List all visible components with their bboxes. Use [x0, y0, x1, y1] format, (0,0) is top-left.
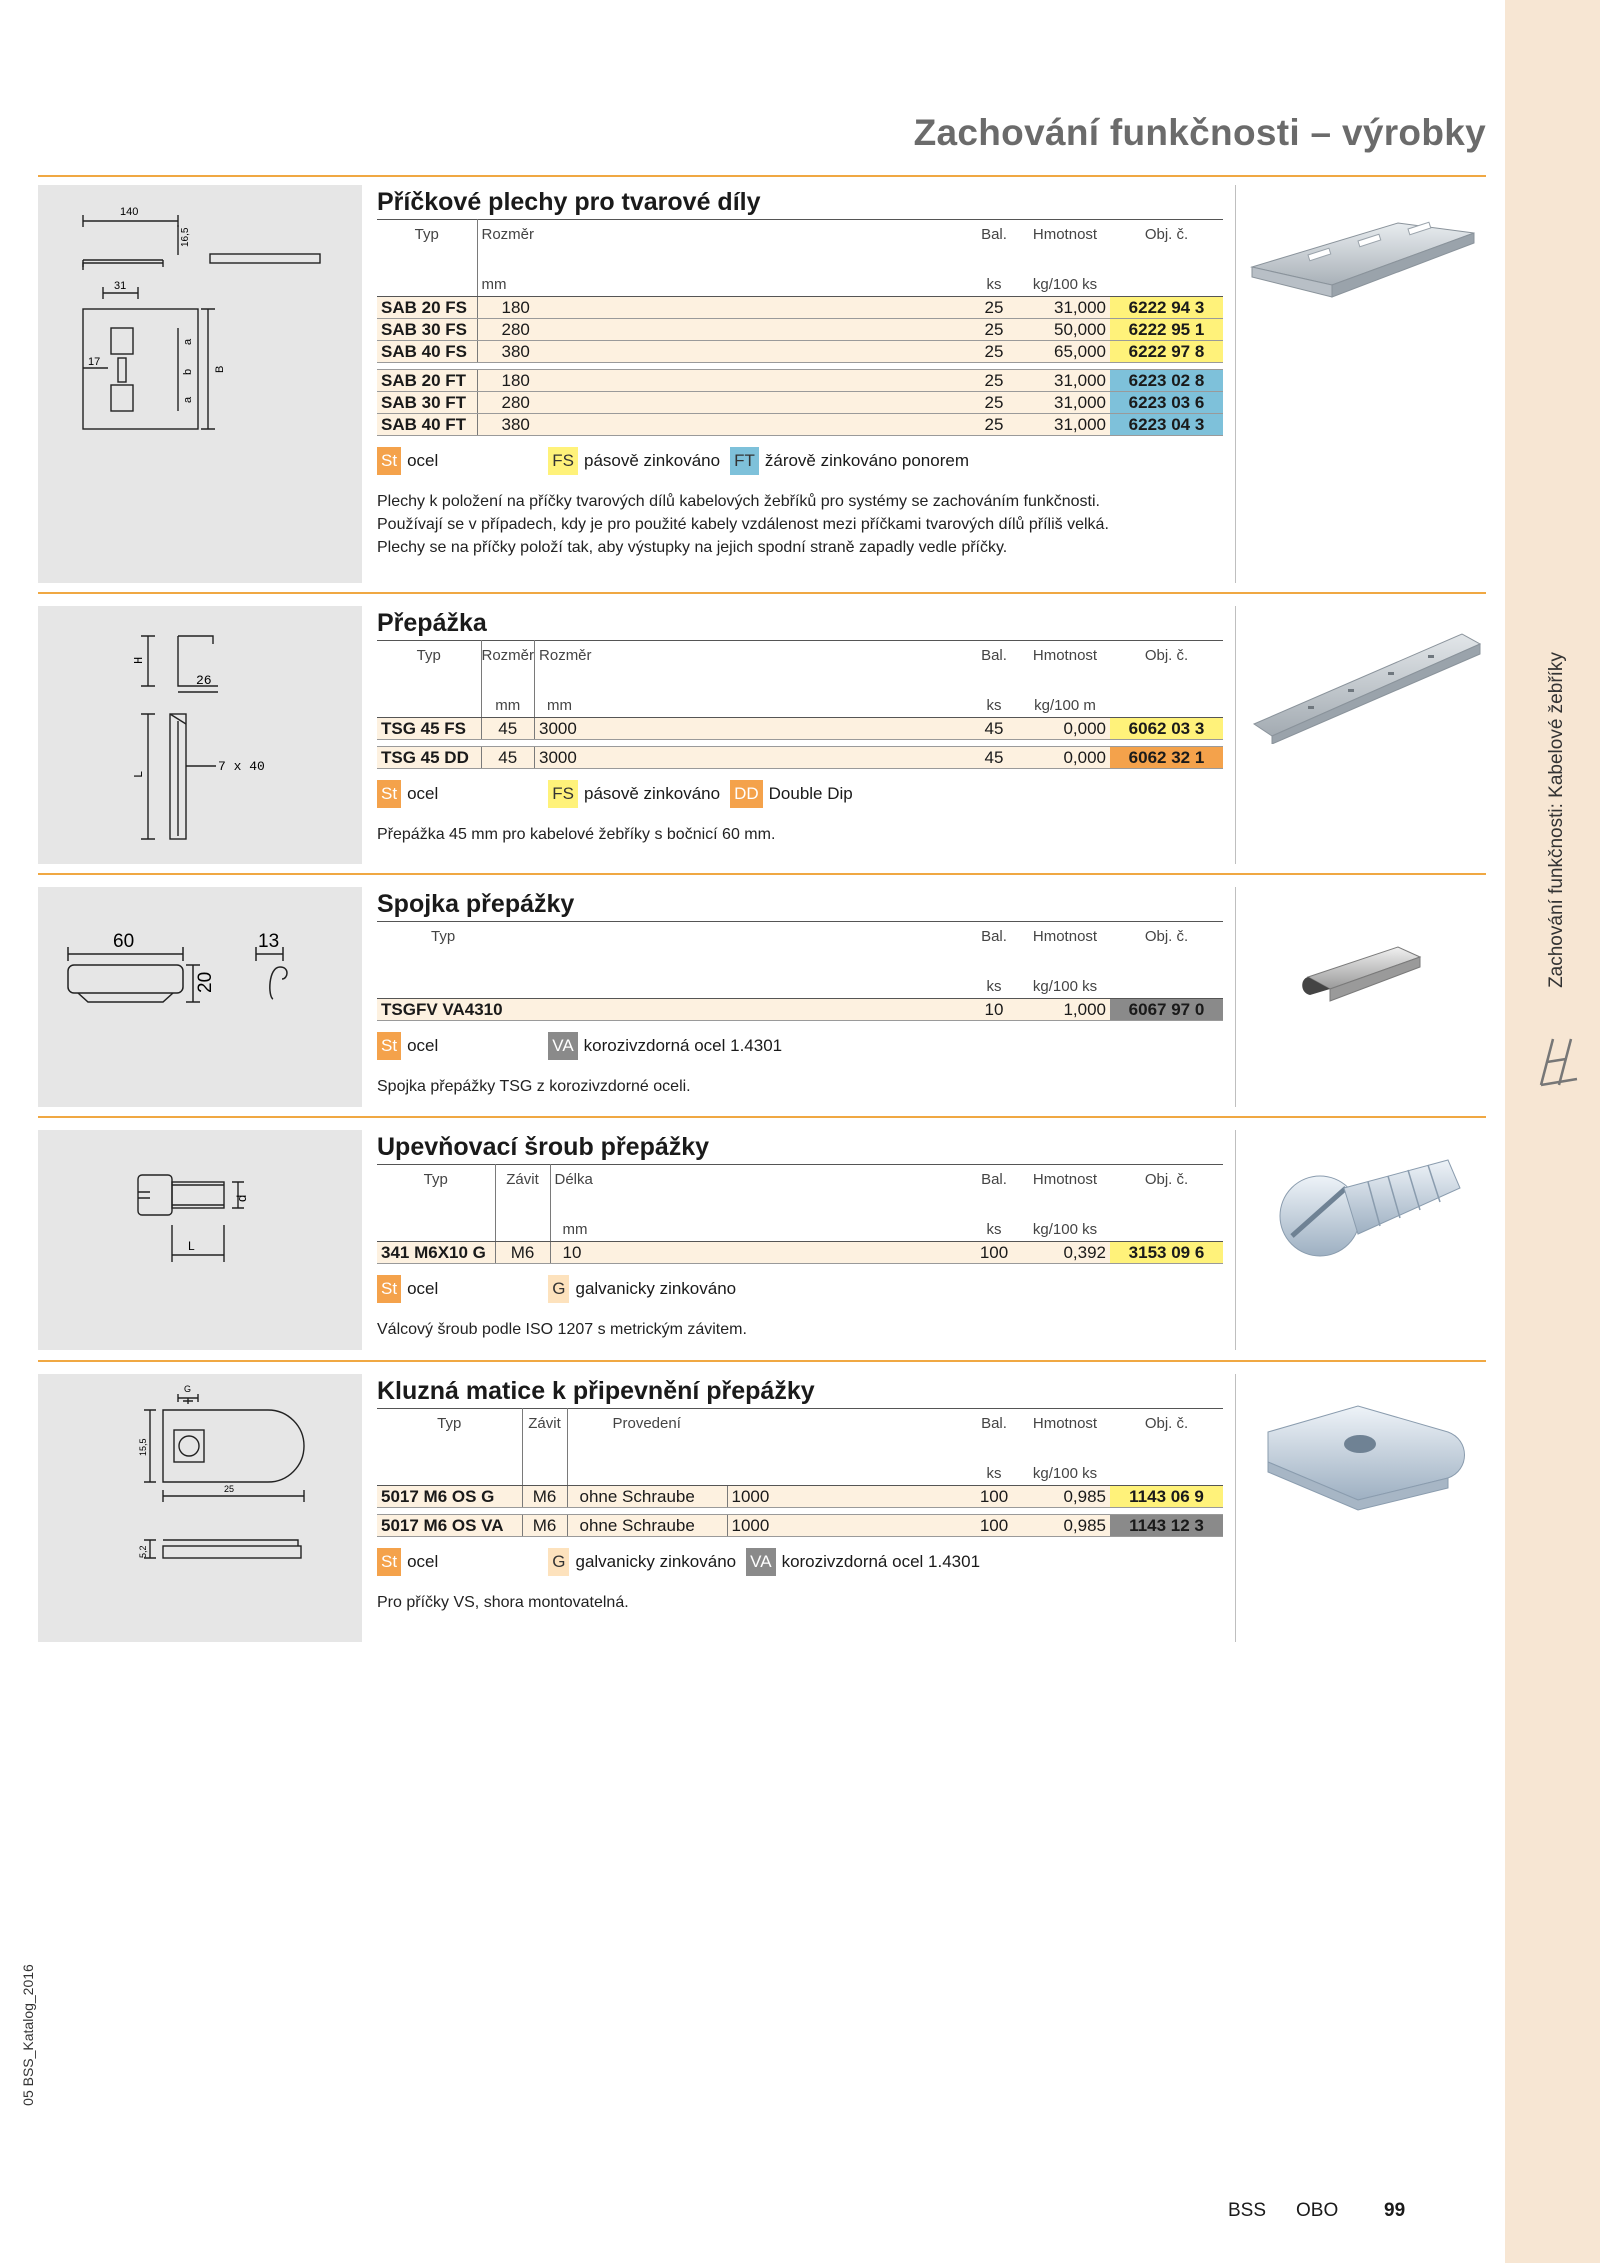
cell-extra: 1000 — [727, 1515, 968, 1537]
cell-order-number: 6062 32 1 — [1110, 747, 1223, 769]
col-obj: Obj. č. — [1110, 1409, 1223, 1460]
description-line: Plechy k položení na příčky tvarových dílů kabelových žebříků pro systémy se zachováním funkčnosti. — [377, 493, 1100, 510]
unit-bal: ks — [968, 271, 1020, 297]
product-table — [377, 640, 1223, 769]
material-legend — [377, 446, 1223, 476]
col-hmotnost: Hmotnost — [1020, 922, 1110, 973]
col-typ: Typ — [377, 1409, 522, 1460]
table-row — [377, 747, 1223, 769]
col-typ: Typ — [377, 641, 481, 692]
cell-typ: 341 M6X10 G — [377, 1242, 495, 1264]
section-heading: Upevňovací šroub přepážky — [377, 1133, 710, 1161]
tag-va: VA — [548, 1032, 577, 1060]
cell-order-number: 3153 09 6 — [1110, 1242, 1223, 1264]
description-line: Plechy se na příčky položí tak, aby výstupky na jejich spodní straně zapadly vedle příčky. — [377, 539, 1008, 556]
description — [377, 490, 1223, 559]
cell-rozmer1: 45 — [481, 747, 535, 769]
product-photo-sab — [1248, 205, 1484, 315]
legend-fs-text: pásově zinkováno — [583, 451, 721, 470]
legend-g-text: galvanicky zinkováno — [575, 1552, 737, 1571]
cell-rozmer: 380 — [477, 414, 968, 436]
tsgfv-drawing-svg — [38, 887, 362, 1107]
legend-va-text: korozivzdorná ocel 1.4301 — [781, 1552, 981, 1571]
unit-bal: ks — [968, 1216, 1020, 1242]
screw-drawing-svg — [38, 1130, 362, 1350]
col-bal: Bal. — [968, 922, 1020, 973]
product-photo-screw — [1248, 1148, 1484, 1268]
product-photo-tsg — [1248, 624, 1484, 744]
photo-divider — [1235, 1130, 1236, 1350]
technical-drawing — [38, 185, 362, 583]
cell-bal: 100 — [968, 1242, 1020, 1264]
cell-typ: SAB 30 FT — [377, 392, 477, 414]
tag-g: G — [548, 1548, 569, 1576]
side-section-title: Zachování funkčnosti: Kabelové žebříky — [1546, 652, 1567, 988]
legend-ft-text: žárově zinkováno ponorem — [764, 451, 969, 470]
cell-bal: 100 — [968, 1486, 1020, 1508]
cell-bal: 25 — [968, 392, 1020, 414]
title-rule — [38, 175, 1486, 177]
tag-st: St — [377, 447, 401, 475]
cell-bal: 25 — [968, 319, 1020, 341]
dim-L: L — [188, 1239, 195, 1253]
cell-rozmer2: 3000 — [535, 718, 968, 740]
dim-a-bottom: a — [182, 396, 194, 403]
cell-typ: TSGFV VA4310 — [377, 999, 968, 1021]
col-typ: Typ — [377, 1165, 495, 1216]
cell-rozmer1: 45 — [481, 718, 535, 740]
cell-hmotnost: 0,000 — [1020, 747, 1110, 769]
description: Přepážka 45 mm pro kabelové žebříky s bočnicí 60 mm. — [377, 826, 776, 843]
tag-dd: DD — [730, 780, 763, 808]
cell-hmotnost: 0,985 — [1020, 1486, 1110, 1508]
col-typ: Typ — [377, 922, 968, 973]
tag-ft: FT — [730, 447, 759, 475]
section-content — [377, 1130, 1223, 1341]
section-heading: Kluzná matice k připevnění přepážky — [377, 1377, 815, 1405]
col-delka: Délka — [550, 1165, 968, 1216]
cell-typ: SAB 20 FT — [377, 370, 477, 392]
cell-typ: TSG 45 FS — [377, 718, 481, 740]
dim-holes: 7 x 40 — [218, 759, 265, 774]
description: Pro příčky VS, shora montovatelná. — [377, 1594, 629, 1611]
technical-drawing — [38, 1130, 362, 1350]
footer-brand-obo: OBO — [1296, 2200, 1339, 2221]
section-nut — [38, 1374, 1486, 1644]
product-table — [377, 1164, 1223, 1264]
product-table — [377, 921, 1223, 1021]
col-obj: Obj. č. — [1110, 1165, 1223, 1216]
cable-ladder-icon — [1535, 1035, 1585, 1090]
photo-divider — [1235, 606, 1236, 864]
cell-typ: SAB 20 FS — [377, 297, 477, 319]
legend-g-text: galvanicky zinkováno — [575, 1279, 737, 1298]
col-hmotnost: Hmotnost — [1020, 641, 1110, 692]
unit-bal: ks — [968, 692, 1020, 718]
dim-31: 31 — [114, 280, 127, 292]
photo-divider — [1235, 185, 1236, 583]
cell-provedeni: ohne Schraube — [567, 1486, 727, 1508]
section-heading: Spojka přepážky — [377, 890, 575, 918]
catalog-code: 05 BSS_Katalog_2016 — [20, 1964, 36, 2106]
col-zavit: Závit — [495, 1165, 550, 1216]
section-tsgfv — [38, 887, 1486, 1109]
dim-26: 26 — [196, 673, 212, 688]
table-row — [377, 392, 1223, 414]
cell-zavit: M6 — [522, 1515, 567, 1537]
dim-a-top: a — [182, 338, 194, 345]
dim-5-2: 5,2 — [138, 1545, 148, 1558]
cell-zavit: M6 — [522, 1486, 567, 1508]
cell-hmotnost: 31,000 — [1020, 370, 1110, 392]
cell-hmotnost: 31,000 — [1020, 414, 1110, 436]
nut-drawing-svg — [38, 1374, 362, 1642]
technical-drawing — [38, 606, 362, 864]
col-obj: Obj. č. — [1110, 641, 1223, 692]
cell-zavit: M6 — [495, 1242, 550, 1264]
section-content — [377, 887, 1223, 1098]
cell-order-number: 1143 06 9 — [1110, 1486, 1223, 1508]
cell-bal: 25 — [968, 341, 1020, 363]
tag-st: St — [377, 1548, 401, 1576]
product-photo-nut — [1248, 1392, 1484, 1512]
section-sab — [38, 185, 1486, 585]
cell-hmotnost: 0,985 — [1020, 1515, 1110, 1537]
cell-rozmer2: 3000 — [535, 747, 968, 769]
cell-order-number: 1143 12 3 — [1110, 1515, 1223, 1537]
product-table — [377, 1408, 1223, 1537]
col-bal: Bal. — [968, 1409, 1020, 1460]
cell-provedeni: ohne Schraube — [567, 1515, 727, 1537]
table-row — [377, 1486, 1223, 1508]
dim-16-5: 16,5 — [180, 227, 191, 247]
tag-st: St — [377, 1032, 401, 1060]
description-line: Používají se v případech, kdy je pro použité kabely vzdálenost mezi příčkami tvarových dílů příliš velká. — [377, 516, 1109, 533]
photo-divider — [1235, 1374, 1236, 1642]
dim-13: 13 — [258, 931, 280, 952]
cell-bal: 10 — [968, 999, 1020, 1021]
section-content — [377, 185, 1223, 559]
cell-order-number: 6223 02 8 — [1110, 370, 1223, 392]
dim-140: 140 — [120, 206, 139, 218]
cell-extra: 1000 — [727, 1486, 968, 1508]
col-rozmer2: Rozměr — [535, 641, 968, 692]
section-rule — [38, 1116, 1486, 1118]
table-row — [377, 370, 1223, 392]
unit-rozmer1: mm — [481, 692, 535, 718]
tsg-drawing-svg — [38, 606, 362, 864]
cell-typ: 5017 M6 OS G — [377, 1486, 522, 1508]
cell-typ: SAB 30 FS — [377, 319, 477, 341]
cell-bal: 45 — [968, 747, 1020, 769]
description: Válcový šroub podle ISO 1207 s metrickým závitem. — [377, 1321, 747, 1338]
cell-rozmer: 280 — [477, 319, 968, 341]
unit-hmotnost: kg/100 m — [1020, 692, 1110, 718]
dim-15-5: 15,5 — [138, 1438, 148, 1456]
legend-ocel: ocel — [407, 1552, 439, 1571]
page-number: 99 — [1384, 2200, 1406, 2221]
material-legend — [377, 779, 1223, 809]
cell-hmotnost: 50,000 — [1020, 319, 1110, 341]
legend-ocel: ocel — [407, 1279, 439, 1298]
tag-g: G — [548, 1275, 569, 1303]
table-row — [377, 999, 1223, 1021]
page-title: Zachování funkčnosti – výrobky — [913, 112, 1486, 153]
unit-rozmer: mm — [477, 271, 968, 297]
dim-d: d — [234, 1194, 249, 1202]
technical-drawing — [38, 887, 362, 1107]
col-rozmer1: Rozměr — [481, 641, 535, 692]
col-obj: Obj. č. — [1110, 220, 1223, 271]
dim-H: H — [132, 656, 146, 664]
technical-drawing — [38, 1374, 362, 1642]
col-bal: Bal. — [968, 641, 1020, 692]
table-row — [377, 1515, 1223, 1537]
description: Spojka přepážky TSG z korozivzdorné oceli. — [377, 1078, 691, 1095]
cell-delka: 10 — [550, 1242, 968, 1264]
table-row — [377, 1242, 1223, 1264]
dim-L: L — [132, 770, 146, 778]
dim-20: 20 — [195, 971, 216, 993]
table-row — [377, 297, 1223, 319]
col-bal: Bal. — [968, 1165, 1020, 1216]
sab-drawing-svg — [38, 185, 362, 583]
section-tsg — [38, 606, 1486, 866]
material-legend — [377, 1547, 1223, 1577]
cell-order-number: 6222 94 3 — [1110, 297, 1223, 319]
cell-typ: SAB 40 FT — [377, 414, 477, 436]
cell-bal: 100 — [968, 1515, 1020, 1537]
section-rule — [38, 873, 1486, 875]
cell-hmotnost: 1,000 — [1020, 999, 1110, 1021]
section-screw — [38, 1130, 1486, 1352]
material-legend — [377, 1274, 1223, 1304]
tag-fs: FS — [548, 447, 578, 475]
cell-rozmer: 180 — [477, 370, 968, 392]
legend-ocel: ocel — [407, 784, 439, 803]
dim-G: G — [184, 1384, 192, 1394]
col-obj: Obj. č. — [1110, 922, 1223, 973]
unit-bal: ks — [968, 1460, 1020, 1486]
footer-brand-bss: BSS — [1228, 2200, 1267, 2221]
cell-hmotnost: 0,392 — [1020, 1242, 1110, 1264]
tag-st: St — [377, 1275, 401, 1303]
section-heading: Přepážka — [377, 609, 487, 637]
col-zavit: Závit — [522, 1409, 567, 1460]
col-provedeni: Provedení — [567, 1409, 968, 1460]
photo-divider — [1235, 887, 1236, 1107]
cell-order-number: 6223 03 6 — [1110, 392, 1223, 414]
cell-order-number: 6067 97 0 — [1110, 999, 1223, 1021]
cell-bal: 25 — [968, 370, 1020, 392]
dim-60: 60 — [113, 931, 135, 952]
unit-bal: ks — [968, 973, 1020, 999]
col-hmotnost: Hmotnost — [1020, 1409, 1110, 1460]
cell-typ: SAB 40 FS — [377, 341, 477, 363]
cell-order-number: 6223 04 3 — [1110, 414, 1223, 436]
table-row — [377, 341, 1223, 363]
unit-hmotnost: kg/100 ks — [1020, 1460, 1110, 1486]
cell-hmotnost: 31,000 — [1020, 297, 1110, 319]
product-photo-tsgfv — [1248, 927, 1484, 1017]
cell-order-number: 6222 97 8 — [1110, 341, 1223, 363]
legend-fs-text: pásově zinkováno — [583, 784, 721, 803]
tag-st: St — [377, 780, 401, 808]
section-rule — [38, 592, 1486, 594]
unit-hmotnost: kg/100 ks — [1020, 271, 1110, 297]
cell-typ: TSG 45 DD — [377, 747, 481, 769]
section-content — [377, 606, 1223, 846]
dim-b: b — [182, 368, 194, 375]
cell-hmotnost: 31,000 — [1020, 392, 1110, 414]
tag-va: VA — [746, 1548, 775, 1576]
legend-ocel: ocel — [407, 451, 439, 470]
cell-rozmer: 180 — [477, 297, 968, 319]
cell-bal: 25 — [968, 414, 1020, 436]
cell-rozmer: 380 — [477, 341, 968, 363]
col-rozmer: Rozměr — [477, 220, 968, 271]
section-content — [377, 1374, 1223, 1614]
col-hmotnost: Hmotnost — [1020, 1165, 1110, 1216]
table-row — [377, 414, 1223, 436]
section-rule — [38, 1360, 1486, 1362]
col-hmotnost: Hmotnost — [1020, 220, 1110, 271]
material-legend — [377, 1031, 1223, 1061]
tag-fs: FS — [548, 780, 578, 808]
unit-rozmer2: mm — [535, 692, 968, 718]
cell-hmotnost: 0,000 — [1020, 718, 1110, 740]
col-typ: Typ — [377, 220, 477, 271]
cell-order-number: 6222 95 1 — [1110, 319, 1223, 341]
dim-B: B — [214, 365, 226, 373]
cell-bal: 45 — [968, 718, 1020, 740]
col-bal: Bal. — [968, 220, 1020, 271]
unit-hmotnost: kg/100 ks — [1020, 1216, 1110, 1242]
product-table — [377, 219, 1223, 436]
legend-dd-text: Double Dip — [768, 784, 853, 803]
unit-delka: mm — [550, 1216, 968, 1242]
section-heading: Příčkové plechy pro tvarové díly — [377, 188, 761, 216]
cell-rozmer: 280 — [477, 392, 968, 414]
unit-hmotnost: kg/100 ks — [1020, 973, 1110, 999]
dim-17: 17 — [88, 356, 101, 368]
table-row — [377, 319, 1223, 341]
legend-va-text: korozivzdorná ocel 1.4301 — [583, 1036, 783, 1055]
cell-bal: 25 — [968, 297, 1020, 319]
cell-typ: 5017 M6 OS VA — [377, 1515, 522, 1537]
sidebar-band — [1505, 0, 1600, 2263]
dim-25: 25 — [224, 1484, 235, 1494]
table-row — [377, 718, 1223, 740]
cell-order-number: 6062 03 3 — [1110, 718, 1223, 740]
cell-hmotnost: 65,000 — [1020, 341, 1110, 363]
legend-ocel: ocel — [407, 1036, 439, 1055]
